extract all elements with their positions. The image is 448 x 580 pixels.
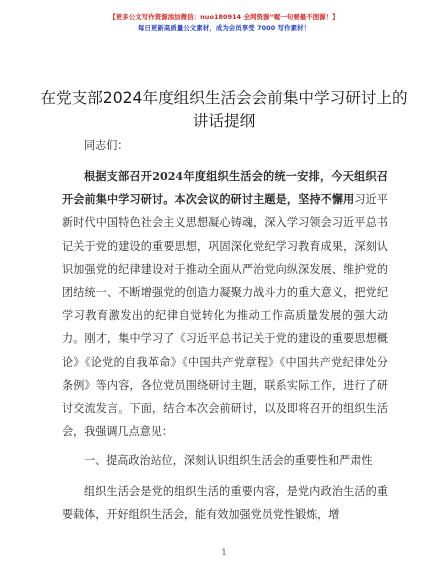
document-body (62, 134, 388, 526)
paragraph-intro-text: 习近平新时代中国特色社会主义思想凝心铸魂，深入学习领会习近平总书记关于党的建设的重要思想，巩固深化党纪学习教育成果，深刻认识加强党的纪律建设对于推动全面从严治党向纵深发展、维护党的团结统一、不断增强党的创造力凝聚力战斗力的重大意义，把党纪学习教育激发出的纪律自觉转化为推动工作高质量发展的强大动力。刚才，集中学习了《习近平总书记关于党的建设的重要思想概论》《论党的自我革命》《中国共产党章程》《中国共产党纪律处分条例》等内容，各位党员围绕研讨主题，联系实际工作，进行了研讨交流发言。下面，结合本次会前研讨，以及即将召开的组织生活会，我强调几点意见： (62, 193, 388, 439)
page-number: 1 (221, 548, 227, 557)
salutation: 同志们： (84, 139, 129, 152)
paragraph-intro-bold-lead: 根据支部召开2024年度组织生活会的统一安排，今天组织召开会前集中学习研讨。本次会议的研讨主题是，坚持不懈用 (62, 170, 388, 207)
paragraph-section-1: 组织生活会是党的组织生活的重要内容，是党内政治生活的重要载体，开好组织生活会，能有效加强党员党性锻炼，增 (62, 484, 388, 521)
paragraph-intro (62, 165, 388, 443)
promo-banner-line1: 【更多公文写作资源添加微信：nuo180914 全网资源“喔一句要最不图源！】 (109, 13, 339, 21)
promo-banner (0, 12, 448, 34)
document-title: 在党支部2024年度组织生活会会前集中学习研讨上的讲话提纲 (40, 89, 408, 130)
section-heading-1: 一、提高政治站位，深刻认识组织生活会的重要性和严肃性 (84, 454, 373, 468)
promo-banner-line2: 每日更新高质量公文素材，成为会员享受 7000 写作素材！ (137, 24, 311, 32)
